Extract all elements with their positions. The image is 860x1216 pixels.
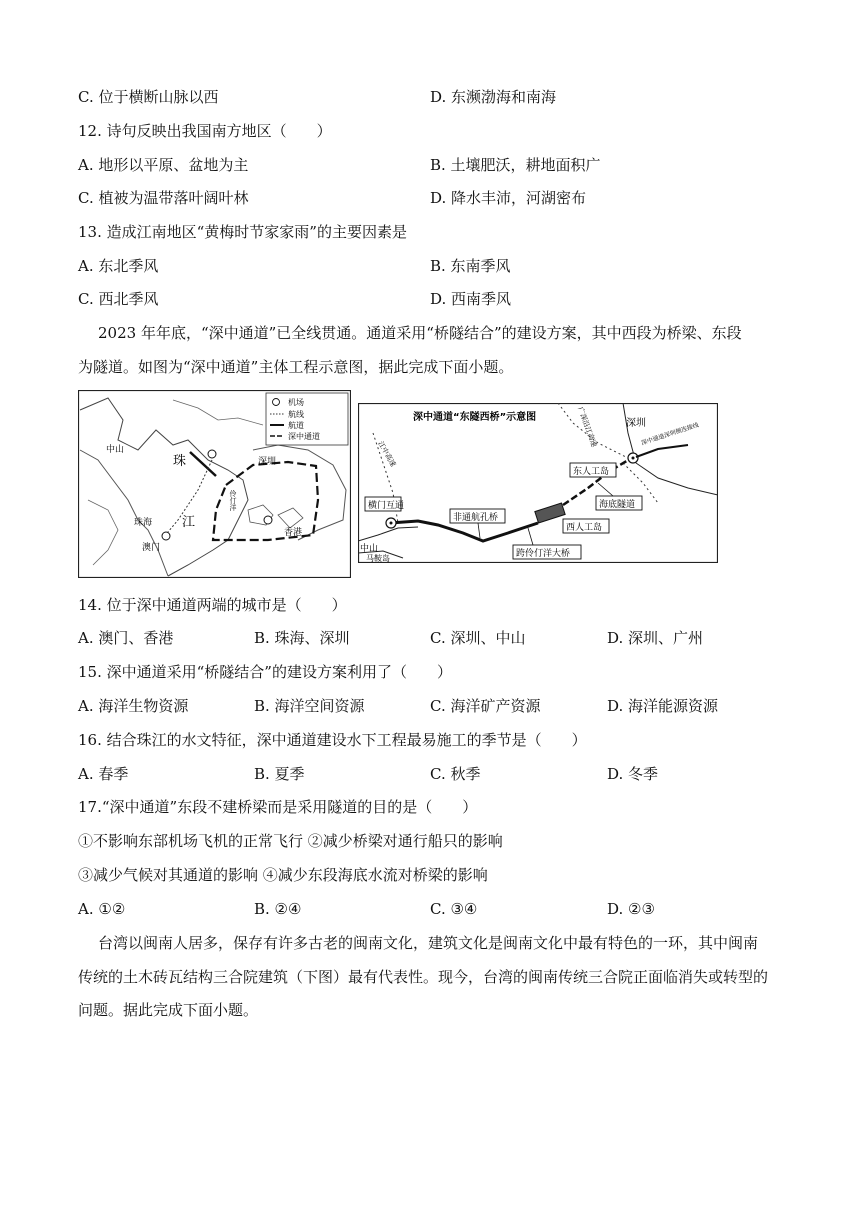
q15-option-a: A. 海洋生物资源 xyxy=(78,697,189,715)
right-label-nonnav: 非通航孔桥 xyxy=(453,513,499,523)
q12-option-b: B. 土壤肥沃，耕地面积广 xyxy=(430,156,601,174)
passage2-line3: 问题。据此完成下面小题。 xyxy=(78,1001,259,1019)
right-label-lingding-bridge: 跨伶仃洋大桥 xyxy=(516,549,571,559)
q14-option-c: C. 深圳、中山 xyxy=(430,629,526,647)
map-label-macau: 澳门 xyxy=(142,543,161,553)
q16-stem: 16. 结合珠江的水文特征，深中通道建设水下工程最易施工的季节是（ ） xyxy=(78,731,587,749)
q13-option-d: D. 西南季风 xyxy=(430,290,512,308)
q17-stem: 17.“深中通道”东段不建桥梁而是采用隧道的目的是（ ） xyxy=(78,798,478,816)
q12-stem: 12. 诗句反映出我国南方地区（ ） xyxy=(78,122,332,140)
q12-option-d: D. 降水丰沛，河湖密布 xyxy=(430,189,587,207)
q15-stem: 15. 深中通道采用“桥隧结合”的建设方案利用了（ ） xyxy=(78,663,452,681)
q17-option-b: B. ②④ xyxy=(254,900,302,918)
q13-option-c: C. 西北季风 xyxy=(78,290,159,308)
passage1-line1: 2023 年年底，“深中通道”已全线贯通。通道采用“桥隧结合”的建设方案，其中西段为桥梁、东段 xyxy=(98,324,742,342)
q15-option-c: C. 海洋矿产资源 xyxy=(430,697,541,715)
map-label-shenzhen: 深圳 xyxy=(258,457,277,467)
q14-stem: 14. 位于深中通道两端的城市是（ ） xyxy=(78,596,347,614)
map-label-lingdingyang: 伶仃洋 xyxy=(229,490,237,511)
right-label-shenzhen-link: 深中通道深圳侧连接线 xyxy=(640,421,700,447)
q13-option-a: A. 东北季风 xyxy=(78,257,159,275)
q15-option-d: D. 海洋能源资源 xyxy=(607,697,719,715)
legend-channel: 航道 xyxy=(288,421,304,430)
map-label-jiang: 江 xyxy=(182,515,196,530)
q12-option-a: A. 地形以平原、盆地为主 xyxy=(78,156,249,174)
q11-option-c: C. 位于横断山脉以西 xyxy=(78,88,219,106)
q12-option-c: C. 植被为温带落叶阔叶林 xyxy=(78,189,249,207)
right-label-mabao: 马鞍岛 xyxy=(366,554,390,563)
q13-option-b: B. 东南季风 xyxy=(430,257,511,275)
pearl-river-map xyxy=(78,390,351,578)
map-label-hongkong: 香港 xyxy=(284,528,303,538)
q14-option-b: B. 珠海、深圳 xyxy=(254,629,350,647)
right-label-zhongshan: 中山 xyxy=(360,544,379,554)
right-label-west-island: 西人工岛 xyxy=(566,523,603,533)
passage1-line2: 为隧道。如图为“深中通道”主体工程示意图，据此完成下面小题。 xyxy=(78,358,514,376)
right-label-guangshen: 广深沿江高速 xyxy=(576,405,599,449)
legend-tunnel: 深中通道 xyxy=(288,432,320,441)
q17-statement-1-2: ①不影响东部机场飞机的正常飞行 ②减少桥梁对通行船只的影响 xyxy=(78,832,503,850)
map-label-zhuhai: 珠海 xyxy=(134,518,153,528)
right-label-hengmen: 横门互通 xyxy=(368,501,405,511)
legend-air-route: 航线 xyxy=(288,410,304,419)
passage2-line1: 台湾以闽南人居多，保存有许多古老的闽南文化，建筑文化是闽南文化中最有特色的一环，其中闽南 xyxy=(98,934,759,952)
q17-statement-3-4: ③减少气候对其通道的影响 ④减少东段海底水流对桥梁的影响 xyxy=(78,866,488,884)
legend-airport: 机场 xyxy=(288,398,304,407)
q16-option-c: C. 秋季 xyxy=(430,765,481,783)
q17-option-a: A. ①② xyxy=(78,900,126,918)
map-label-zhongshan: 中山 xyxy=(106,445,125,455)
east-tunnel-west-bridge-map xyxy=(358,403,718,563)
q17-option-d: D. ②③ xyxy=(607,900,655,918)
q17-option-c: C. ③④ xyxy=(430,900,478,918)
q15-option-b: B. 海洋空间资源 xyxy=(254,697,365,715)
passage2-line2: 传统的土木砖瓦结构三合院建筑（下图）最有代表性。现今，台湾的闽南传统三合院正面临消失或转型的 xyxy=(78,968,769,986)
q16-option-b: B. 夏季 xyxy=(254,765,305,783)
right-label-tunnel: 海底隧道 xyxy=(599,500,636,510)
q11-option-d: D. 东濒渤海和南海 xyxy=(430,88,557,106)
right-label-jiangzhong: 江中高速 xyxy=(376,440,398,469)
q14-option-a: A. 澳门、香港 xyxy=(78,629,174,647)
q16-option-d: D. 冬季 xyxy=(607,765,659,783)
right-label-shenzhen: 深圳 xyxy=(626,418,646,429)
map-label-zhu: 珠 xyxy=(173,454,187,469)
q14-option-d: D. 深圳、广州 xyxy=(607,629,704,647)
right-map-title: 深中通道“东隧西桥”示意图 xyxy=(413,412,537,423)
q13-stem: 13. 造成江南地区“黄梅时节家家雨”的主要因素是 xyxy=(78,223,407,241)
right-label-east-island: 东人工岛 xyxy=(573,467,610,477)
q16-option-a: A. 春季 xyxy=(78,765,129,783)
